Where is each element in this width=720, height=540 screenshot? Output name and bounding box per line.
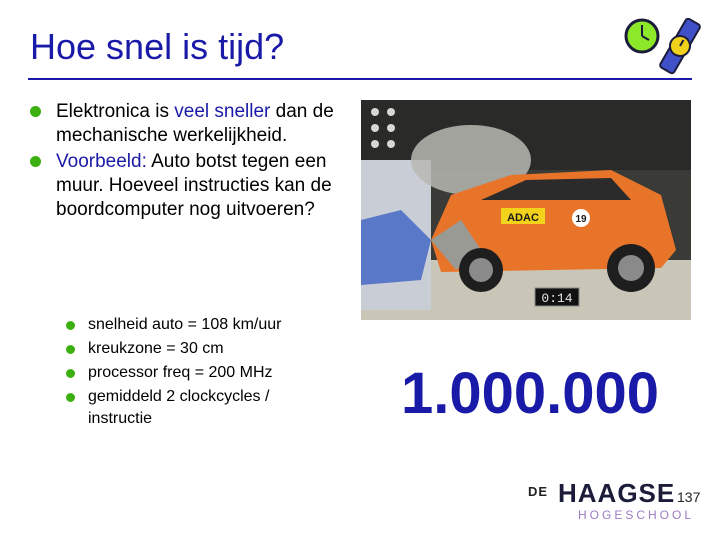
highlight-text: Voorbeeld: bbox=[56, 151, 147, 172]
sub-bullet-list bbox=[66, 314, 336, 432]
sub-bullet-item: processor freq = 200 MHz bbox=[66, 362, 336, 384]
title-underline bbox=[28, 78, 692, 80]
clock-logo-icon bbox=[622, 14, 702, 76]
crash-timer-text: 0:14 bbox=[541, 291, 573, 306]
crash-test-photo bbox=[361, 100, 691, 320]
bullet-dot-icon bbox=[30, 156, 41, 167]
bullet-dot-icon bbox=[66, 369, 75, 378]
sub-bullet-item: snelheid auto = 108 km/uur bbox=[66, 314, 336, 336]
page-number: 137 bbox=[677, 489, 701, 505]
car-number-text: 19 bbox=[575, 214, 587, 225]
slide-title: Hoe snel is tijd? bbox=[30, 26, 285, 67]
highlight-text: veel sneller bbox=[174, 101, 271, 122]
bullet-dot-icon bbox=[66, 345, 75, 354]
school-logo bbox=[528, 478, 701, 524]
logo-subtitle: HOGESCHOOL bbox=[578, 508, 695, 522]
bullet-item: Elektronica is veel sneller dan de mechanische werkelijkheid. bbox=[30, 100, 360, 148]
logo-name: HAAGSE bbox=[558, 478, 676, 508]
bullet-dot-icon bbox=[66, 321, 75, 330]
sub-bullet-item: gemiddeld 2 clockcycles / instructie bbox=[66, 386, 336, 430]
main-bullet-list bbox=[30, 100, 360, 224]
bullet-dot-icon bbox=[30, 106, 41, 117]
bullet-item: Voorbeeld: Auto botst tegen een muur. Hoeveel instructies kan de boordcomputer nog uitvoeren? bbox=[30, 150, 360, 222]
car-badge-text: ADAC bbox=[507, 212, 539, 224]
bullet-dot-icon bbox=[66, 393, 75, 402]
logo-prefix: DE bbox=[528, 484, 549, 499]
result-number: 1.000.000 bbox=[400, 361, 660, 426]
sub-bullet-item: kreukzone = 30 cm bbox=[66, 338, 336, 360]
